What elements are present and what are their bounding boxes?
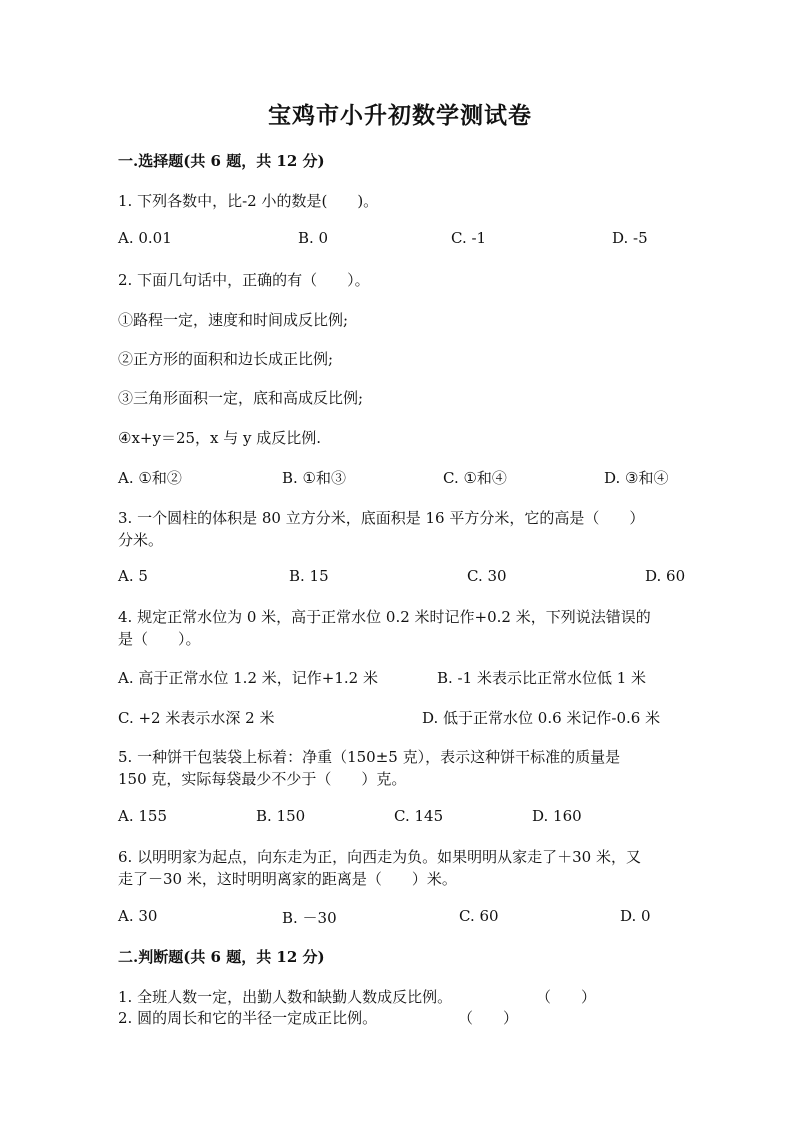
question-6-stem-continued: 走了－30 米，这时明明离家的距离是（ ）米。 — [118, 870, 457, 888]
judgment-1-text: 1. 全班人数一定，出勤人数和缺勤人数成反比例。 — [118, 988, 453, 1006]
question-1-option-c: C. -1 — [451, 229, 487, 247]
question-6-stem: 6. 以明明家为起点，向东走为正，向西走为负。如果明明从家走了＋30 米，又 — [118, 848, 641, 866]
judgment-2-answer-blank: （ ） — [458, 1009, 519, 1027]
question-2-option-c: C. ①和④ — [443, 469, 507, 487]
question-3-option-d: D. 60 — [645, 567, 686, 585]
question-3-stem-continued: 分米。 — [118, 531, 164, 549]
judgment-2-text: 2. 圆的周长和它的半径一定成正比例。 — [118, 1009, 378, 1027]
question-5-option-a: A. 155 — [118, 807, 167, 825]
question-1-option-d: D. -5 — [612, 229, 648, 247]
question-4-option-a: A. 高于正常水位 1.2 米，记作+1.2 米 — [118, 669, 378, 687]
question-4-stem-continued: 是（ ）。 — [118, 630, 201, 648]
question-5-option-d: D. 160 — [532, 807, 582, 825]
question-2-option-d: D. ③和④ — [604, 469, 669, 487]
question-4-option-d: D. 低于正常水位 0.6 米记作-0.6 米 — [422, 709, 661, 727]
question-2-option-b: B. ①和③ — [282, 469, 347, 487]
question-2-option-a: A. ①和② — [118, 469, 182, 487]
question-3-option-b: B. 15 — [289, 567, 329, 585]
question-1-option-a: A. 0.01 — [118, 229, 172, 247]
question-4-option-c: C. +2 米表示水深 2 米 — [118, 709, 275, 727]
question-2-item-1: ①路程一定，速度和时间成反比例; — [118, 311, 349, 329]
question-4-option-b: B. -1 米表示比正常水位低 1 米 — [437, 669, 647, 687]
page-title: 宝鸡市小升初数学测试卷 — [268, 102, 532, 129]
question-4-stem: 4. 规定正常水位为 0 米，高于正常水位 0.2 米时记作+0.2 米，下列说法错误的 — [118, 608, 651, 626]
question-6-option-b: B. －30 — [282, 909, 337, 927]
question-2-item-3: ③三角形面积一定，底和高成反比例; — [118, 389, 364, 407]
question-5-option-b: B. 150 — [256, 807, 306, 825]
question-2-item-2: ②正方形的面积和边长成正比例; — [118, 350, 334, 368]
question-5-stem: 5. 一种饼干包装袋上标着：净重（150±5 克），表示这种饼干标准的质量是 — [118, 748, 621, 766]
question-3-stem: 3. 一个圆柱的体积是 80 立方分米，底面积是 16 平方分米，它的高是（ ） — [118, 509, 645, 527]
question-2-stem: 2. 下面几句话中，正确的有（ ）。 — [118, 271, 370, 289]
section-heading-choice: 一.选择题(共 6 题，共 12 分) — [118, 152, 325, 170]
question-6-option-c: C. 60 — [459, 907, 499, 925]
section-heading-judgment: 二.判断题(共 6 题，共 12 分) — [118, 948, 325, 966]
question-6-option-d: D. 0 — [620, 907, 651, 925]
question-1-option-b: B. 0 — [298, 229, 329, 247]
question-2-item-4: ④x+y＝25，x 与 y 成反比例. — [118, 429, 322, 447]
question-6-option-a: A. 30 — [118, 907, 158, 925]
judgment-1-answer-blank: （ ） — [536, 988, 597, 1006]
question-5-option-c: C. 145 — [394, 807, 444, 825]
question-3-option-a: A. 5 — [118, 567, 148, 585]
question-1-stem: 1. 下列各数中，比-2 小的数是( )。 — [118, 192, 379, 210]
question-5-stem-continued: 150 克，实际每袋最少不少于（ ）克。 — [118, 770, 407, 788]
question-3-option-c: C. 30 — [467, 567, 507, 585]
